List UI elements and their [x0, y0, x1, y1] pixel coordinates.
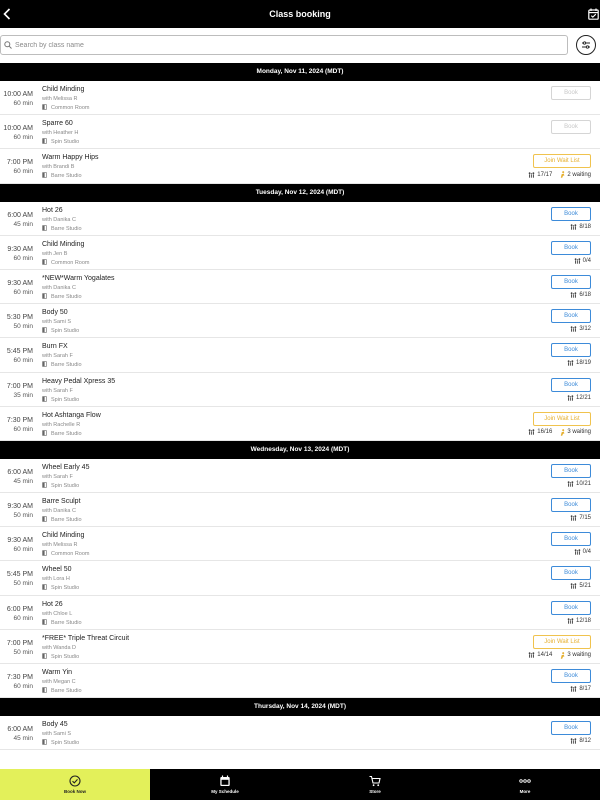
capacity-people-icon	[528, 172, 535, 178]
class-name[interactable]: Child Minding	[42, 532, 85, 540]
class-time	[0, 468, 33, 486]
waiting-label: 3 waiting	[567, 652, 591, 659]
capacity-count: 10/21	[575, 480, 591, 487]
waiting-count	[560, 171, 591, 178]
capacity-people-icon	[574, 258, 581, 264]
room-name: Common Room	[51, 551, 90, 558]
room-name: Spin Studio	[51, 396, 80, 403]
capacity-count: 0/4	[582, 549, 591, 556]
more-dots-icon	[519, 775, 531, 787]
room-icon	[42, 327, 47, 335]
class-room	[42, 225, 82, 233]
class-time	[0, 158, 33, 176]
book-button[interactable]: Book	[551, 464, 591, 478]
class-duration: 50 min	[13, 512, 33, 520]
class-name[interactable]: Wheel 50	[42, 566, 72, 574]
class-start-time: 6:00 AM	[7, 468, 33, 476]
nav-label: Book Now	[64, 789, 86, 794]
room-door-icon	[42, 138, 47, 144]
class-instructor: with Sarah F	[42, 387, 73, 394]
class-name[interactable]: Hot Ashtanga Flow	[42, 411, 101, 419]
capacity-count: 3/12	[579, 326, 591, 333]
class-time	[0, 502, 33, 520]
class-room	[42, 516, 82, 524]
class-start-time: 7:00 PM	[6, 382, 33, 390]
room-name: Spin Studio	[51, 653, 80, 660]
room-door-icon	[42, 739, 47, 745]
book-button[interactable]: Book	[551, 343, 591, 357]
room-door-icon	[42, 653, 47, 659]
capacity-count: 8/17	[579, 686, 591, 692]
class-instructor: with Melissa R	[42, 96, 78, 102]
class-row[interactable]	[0, 407, 600, 441]
class-duration: 45 min	[13, 477, 33, 485]
class-name[interactable]: Warm Happy Hips	[42, 154, 99, 162]
class-duration: 45 min	[13, 220, 33, 228]
class-duration: 60 min	[13, 134, 33, 142]
class-name[interactable]: *NEW*Warm Yogalates	[42, 274, 115, 282]
class-row[interactable]	[0, 338, 600, 372]
class-duration: 60 min	[13, 425, 33, 433]
class-start-time: 7:00 PM	[6, 639, 33, 647]
class-duration: 50 min	[13, 323, 33, 331]
check-circle-icon	[69, 775, 81, 787]
room-name: Barre Studio	[51, 225, 82, 232]
waiting-label: 2 waiting	[567, 171, 591, 178]
room-door-icon	[42, 327, 47, 333]
room-door-icon	[42, 584, 47, 590]
day-header: Wednesday, Nov 13, 2024 (MDT)	[0, 441, 600, 459]
nav-label: My Schedule	[211, 789, 239, 794]
day-header: Monday, Nov 11, 2024 (MDT)	[0, 63, 600, 81]
class-start-time: 5:30 PM	[6, 314, 33, 322]
class-instructor: with Sami S	[42, 319, 72, 326]
class-duration: 60 min	[13, 357, 33, 365]
class-row[interactable]	[0, 81, 600, 115]
capacity-people-icon	[570, 326, 577, 332]
day-header: Thursday, Nov 14, 2024 (MDT)	[0, 698, 600, 716]
nav-label: Store	[369, 789, 381, 794]
room-door-icon	[42, 619, 47, 625]
class-duration: 60 min	[13, 288, 33, 296]
room-name: Common Room	[51, 259, 90, 266]
room-door-icon	[42, 687, 47, 693]
room-door-icon	[42, 516, 47, 522]
capacity-people-icon	[570, 583, 577, 589]
class-start-time: 6:00 AM	[7, 211, 33, 219]
nav-item-book-now[interactable]	[0, 769, 150, 800]
class-name[interactable]: Heavy Pedal Xpress 35	[42, 377, 116, 385]
room-icon	[42, 687, 47, 695]
capacity-people-icon	[570, 515, 577, 521]
room-icon	[42, 516, 47, 524]
class-capacity	[528, 429, 591, 436]
class-start-time: 6:00 PM	[6, 605, 33, 613]
class-room	[42, 361, 82, 369]
class-capacity	[570, 686, 591, 692]
class-row[interactable]	[0, 270, 600, 304]
waiting-count	[560, 652, 591, 659]
class-start-time: 5:45 PM	[6, 571, 33, 579]
class-time	[0, 245, 33, 263]
calendar-check-icon	[588, 8, 599, 20]
nav-item-my-schedule[interactable]	[150, 769, 300, 800]
class-instructor: with Chloe L	[42, 610, 73, 617]
class-capacity	[567, 481, 591, 487]
room-icon	[42, 550, 47, 558]
class-time	[0, 382, 33, 400]
room-door-icon	[42, 550, 47, 556]
room-icon	[42, 396, 47, 404]
room-name: Spin Studio	[51, 328, 80, 335]
book-button[interactable]: Book	[551, 532, 591, 546]
class-room	[42, 293, 82, 301]
class-row[interactable]	[0, 493, 600, 527]
class-row[interactable]	[0, 664, 600, 698]
nav-item-more[interactable]	[450, 769, 600, 800]
class-instructor: with Sarah F	[42, 473, 73, 480]
class-row[interactable]	[0, 373, 600, 407]
class-time	[0, 639, 33, 657]
class-name[interactable]: Body 50	[42, 309, 68, 317]
class-name[interactable]: Burn FX	[42, 343, 68, 351]
class-room	[42, 584, 79, 592]
class-start-time: 9:30 AM	[7, 537, 33, 545]
class-capacity	[570, 738, 591, 744]
class-row[interactable]	[0, 561, 600, 595]
room-icon	[42, 584, 47, 592]
room-door-icon	[42, 172, 47, 178]
class-duration: 60 min	[13, 168, 33, 176]
room-icon	[42, 225, 47, 233]
cart-icon	[369, 775, 381, 787]
class-row[interactable]	[0, 115, 600, 149]
class-duration: 50 min	[13, 580, 33, 588]
room-icon	[42, 619, 47, 627]
class-start-time: 10:00 AM	[3, 125, 33, 133]
room-name: Barre Studio	[51, 430, 82, 437]
capacity-people-icon	[528, 652, 535, 658]
book-button: Book	[551, 120, 591, 134]
class-capacity	[528, 652, 591, 659]
capacity-people-icon	[570, 292, 577, 298]
room-name: Spin Studio	[51, 482, 80, 489]
class-room	[42, 138, 79, 146]
room-door-icon	[42, 482, 47, 488]
book-button[interactable]: Book	[551, 378, 591, 392]
nav-label: More	[519, 789, 531, 794]
class-time	[0, 313, 33, 331]
class-capacity	[574, 258, 591, 264]
class-start-time: 7:30 PM	[6, 674, 33, 681]
waiting-person-icon	[560, 171, 565, 178]
room-icon	[42, 361, 47, 369]
class-time	[0, 605, 33, 623]
class-row[interactable]	[0, 459, 600, 493]
class-room	[42, 430, 82, 438]
room-icon	[42, 172, 47, 180]
capacity-people-icon	[570, 224, 577, 230]
class-duration: 60 min	[13, 254, 33, 262]
class-instructor: with Danika C	[42, 508, 76, 515]
class-instructor: with Sarah F	[42, 353, 73, 360]
capacity-count: 8/18	[579, 223, 591, 230]
class-capacity	[570, 292, 591, 298]
room-door-icon	[42, 225, 47, 231]
book-button[interactable]: Book	[551, 669, 591, 683]
capacity-count: 18/19	[575, 360, 591, 367]
room-name: Barre Studio	[51, 619, 82, 626]
class-instructor: with Wanda D	[42, 644, 77, 651]
class-row[interactable]	[0, 236, 600, 270]
room-icon	[42, 482, 47, 490]
capacity-count: 16/16	[537, 429, 553, 436]
class-row[interactable]	[0, 202, 600, 236]
join-waitlist-button[interactable]: Join Wait List	[533, 154, 591, 168]
room-name: Barre Studio	[51, 293, 82, 300]
book-button[interactable]: Book	[551, 207, 591, 221]
filter-button[interactable]	[576, 35, 596, 55]
class-instructor: with Sami S	[42, 731, 72, 738]
capacity-count: 17/17	[537, 171, 553, 178]
class-room	[42, 482, 79, 490]
class-room	[42, 619, 82, 627]
class-room	[42, 739, 79, 747]
top-bar	[0, 0, 600, 28]
class-capacity	[570, 326, 591, 332]
room-icon	[42, 430, 47, 438]
class-instructor: with Megan C	[42, 679, 76, 685]
class-start-time: 9:30 AM	[7, 279, 33, 287]
class-capacity	[528, 171, 591, 178]
book-button[interactable]: Book	[551, 275, 591, 289]
capacity-people-icon	[574, 549, 581, 555]
class-room	[42, 104, 90, 112]
waiting-label: 3 waiting	[567, 429, 591, 436]
class-name[interactable]: Warm Yin	[42, 669, 73, 676]
class-capacity	[567, 360, 591, 366]
class-room	[42, 653, 79, 661]
class-start-time: 9:30 AM	[7, 245, 33, 253]
room-name: Barre Studio	[51, 517, 82, 524]
book-button[interactable]: Book	[551, 566, 591, 580]
class-time	[0, 124, 33, 142]
class-duration: 60 min	[13, 683, 33, 690]
class-instructor: with Melissa R	[42, 542, 78, 549]
capacity-people-icon	[567, 395, 574, 401]
class-row[interactable]	[0, 596, 600, 630]
class-time	[0, 211, 33, 229]
class-name[interactable]: Sparre 60	[42, 120, 73, 128]
class-room	[42, 327, 79, 335]
book-button: Book	[551, 86, 591, 100]
class-name[interactable]: Hot 26	[42, 600, 63, 608]
room-icon	[42, 138, 47, 146]
class-row[interactable]	[0, 149, 600, 183]
capacity-count: 12/18	[575, 617, 591, 624]
capacity-people-icon	[570, 686, 577, 692]
class-name[interactable]: Wheel Early 45	[42, 463, 90, 471]
capacity-count: 12/21	[575, 394, 591, 401]
class-name[interactable]: Child Minding	[42, 240, 85, 248]
capacity-people-icon	[570, 738, 577, 744]
waiting-count	[560, 429, 591, 436]
capacity-people-icon	[567, 481, 574, 487]
book-button[interactable]: Book	[551, 721, 591, 735]
nav-item-store[interactable]	[300, 769, 450, 800]
class-name[interactable]: Hot 26	[42, 206, 63, 214]
class-duration: 35 min	[13, 391, 33, 399]
class-duration: 60 min	[13, 100, 33, 107]
capacity-count: 14/14	[537, 652, 553, 659]
room-icon	[42, 104, 47, 112]
class-time	[0, 347, 33, 365]
class-room	[42, 172, 82, 180]
search-input[interactable]	[15, 42, 555, 49]
class-capacity	[570, 515, 591, 521]
class-instructor: with Rachelle R	[42, 421, 81, 428]
class-capacity	[570, 583, 591, 589]
room-icon	[42, 259, 47, 267]
room-name: Barre Studio	[51, 173, 82, 180]
join-waitlist-button[interactable]: Join Wait List	[533, 635, 591, 649]
join-waitlist-button[interactable]: Join Wait List	[533, 412, 591, 426]
waiting-person-icon	[560, 652, 565, 659]
room-name: Barre Studio	[51, 362, 82, 369]
class-time	[0, 570, 33, 588]
room-name: Common Room	[51, 105, 90, 111]
bottom-nav	[0, 769, 600, 800]
class-start-time: 10:00 AM	[3, 91, 33, 98]
calendar-icon	[219, 775, 231, 787]
class-name[interactable]: Child Minding	[42, 86, 85, 93]
calendar-button[interactable]	[586, 4, 600, 24]
search-row	[0, 35, 600, 57]
book-button[interactable]: Book	[551, 601, 591, 615]
class-duration: 45 min	[13, 735, 33, 743]
class-time	[0, 90, 33, 108]
class-list[interactable]	[0, 63, 600, 769]
class-duration: 50 min	[13, 648, 33, 656]
room-name: Barre Studio	[51, 688, 82, 694]
room-door-icon	[42, 104, 47, 110]
class-name[interactable]: Body 45	[42, 721, 68, 729]
book-button[interactable]: Book	[551, 309, 591, 323]
book-button[interactable]: Book	[551, 241, 591, 255]
page-title: Class booking	[269, 9, 331, 19]
room-door-icon	[42, 396, 47, 402]
class-time	[0, 279, 33, 297]
room-icon	[42, 739, 47, 747]
class-time	[0, 536, 33, 554]
room-icon	[42, 293, 47, 301]
room-door-icon	[42, 361, 47, 367]
class-duration: 60 min	[13, 546, 33, 554]
class-time	[0, 725, 33, 743]
day-header: Tuesday, Nov 12, 2024 (MDT)	[0, 184, 600, 202]
class-room	[42, 687, 82, 695]
class-instructor: with Brandi B	[42, 164, 75, 171]
class-time	[0, 673, 33, 691]
room-name: Spin Studio	[51, 139, 80, 146]
class-instructor: with Lora H	[42, 576, 70, 583]
room-name: Spin Studio	[51, 585, 80, 592]
room-door-icon	[42, 293, 47, 299]
class-instructor: with Jen B	[42, 250, 68, 257]
book-button[interactable]: Book	[551, 498, 591, 512]
capacity-count: 5/21	[579, 583, 591, 590]
capacity-people-icon	[567, 618, 574, 624]
room-icon	[42, 653, 47, 661]
capacity-count: 7/15	[579, 515, 591, 522]
capacity-count: 6/18	[579, 291, 591, 298]
class-row[interactable]	[0, 630, 600, 664]
room-door-icon	[42, 430, 47, 436]
sliders-icon	[581, 41, 591, 49]
class-row[interactable]	[0, 716, 600, 750]
room-door-icon	[42, 259, 47, 265]
class-capacity	[574, 549, 591, 555]
capacity-people-icon	[528, 429, 535, 435]
class-row[interactable]	[0, 304, 600, 338]
class-duration: 60 min	[13, 614, 33, 622]
class-start-time: 9:30 AM	[7, 503, 33, 511]
class-start-time: 7:30 PM	[6, 416, 33, 424]
class-capacity	[567, 395, 591, 401]
class-room	[42, 396, 79, 404]
class-start-time: 7:00 PM	[6, 159, 33, 167]
class-name[interactable]: Barre Sculpt	[42, 498, 81, 506]
class-capacity	[570, 224, 591, 230]
class-start-time: 6:00 AM	[7, 726, 33, 734]
room-name: Spin Studio	[51, 740, 80, 747]
class-name[interactable]: *FREE* Triple Threat Circuit	[42, 634, 130, 642]
search-box	[0, 35, 568, 55]
class-instructor: with Danika C	[42, 284, 76, 291]
waiting-person-icon	[560, 429, 565, 436]
class-instructor: with Danika C	[42, 216, 76, 223]
class-start-time: 5:45 PM	[6, 348, 33, 356]
capacity-people-icon	[567, 360, 574, 366]
capacity-count: 0/4	[582, 257, 591, 264]
class-instructor: with Heather H	[42, 130, 79, 137]
class-capacity	[567, 618, 591, 624]
class-time	[0, 416, 33, 434]
class-row[interactable]	[0, 527, 600, 561]
class-room	[42, 259, 90, 267]
search-icon	[4, 41, 12, 49]
capacity-count: 8/12	[579, 738, 591, 745]
class-room	[42, 550, 90, 558]
